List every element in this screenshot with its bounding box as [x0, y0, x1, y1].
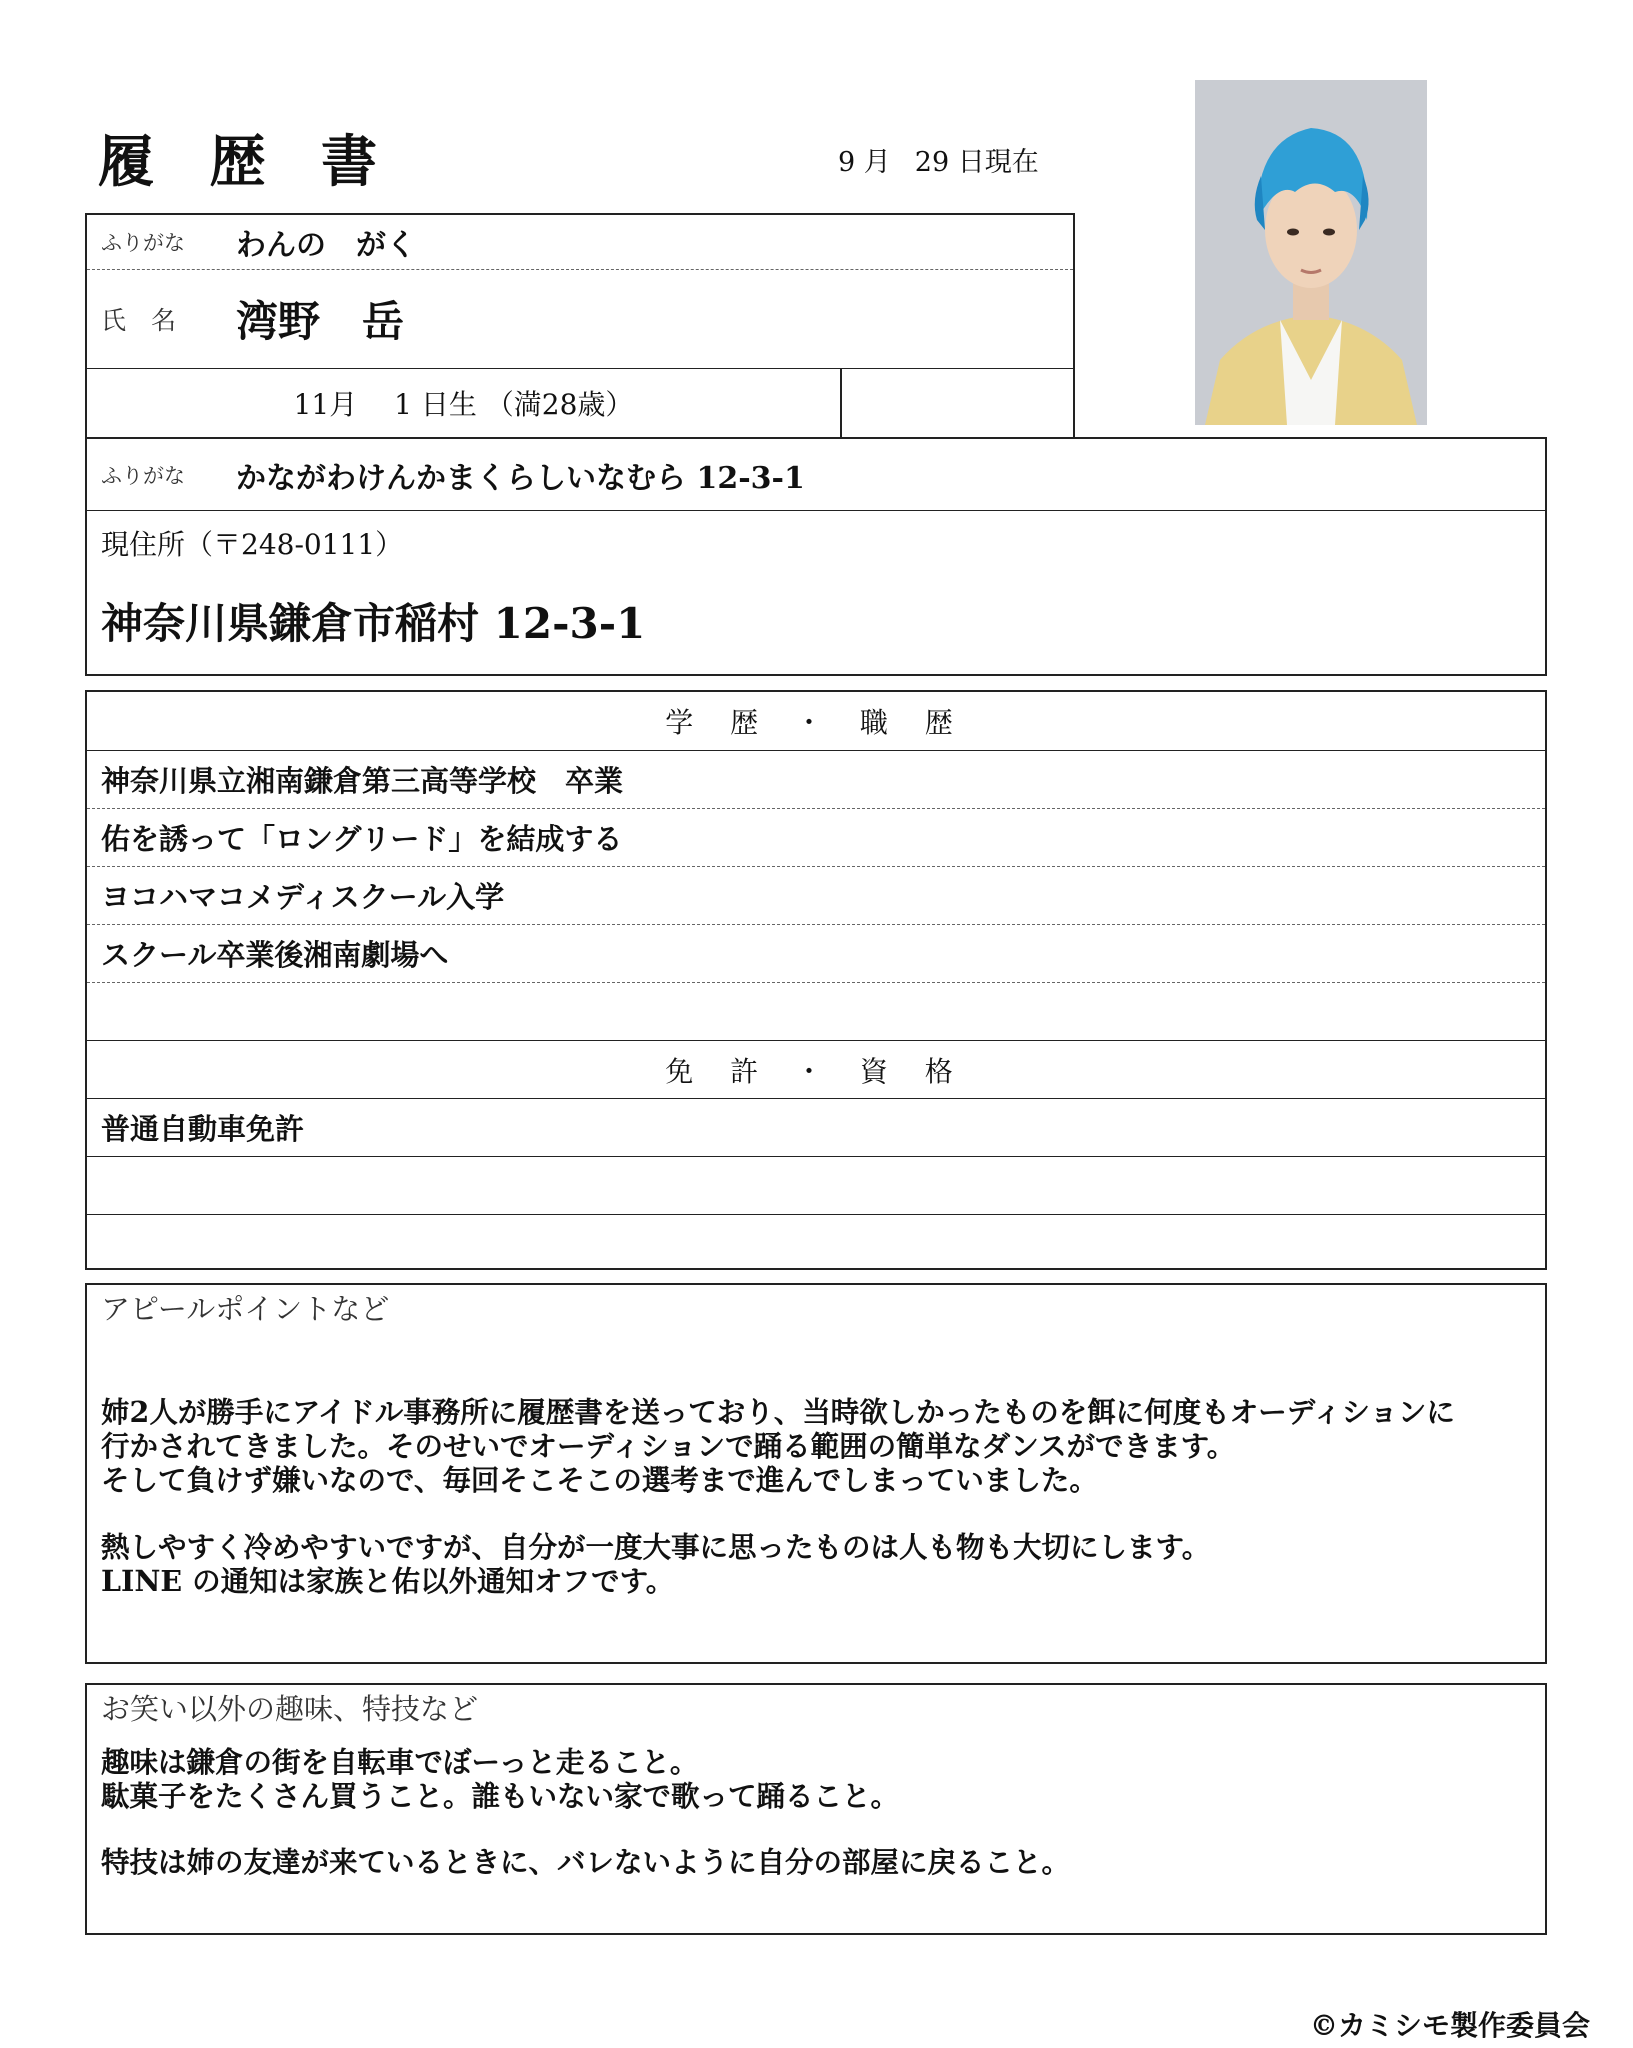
- career-entry-5: [87, 982, 1545, 1040]
- career-header-row: [87, 692, 1545, 750]
- hobby-line: 趣味は鎌倉の街を自転車でぼーっと走ること。: [101, 1745, 699, 1779]
- identity-box: [85, 213, 1075, 439]
- license-entry-text: 普通自動車免許: [101, 1112, 305, 1146]
- address-box: [85, 437, 1547, 676]
- address-furigana-row: [87, 439, 1545, 510]
- appeal-line: LINE の通知は家族と佑以外通知オフです。: [101, 1564, 675, 1598]
- career-entry-text: 佑を誘って「ロングリード」を結成する: [101, 822, 623, 856]
- license-header-row: [87, 1040, 1545, 1098]
- hobby-line: 特技は姉の友達が来ているときに、バレないように自分の部屋に戻ること。: [101, 1845, 1071, 1879]
- appeal-line: そして負けず嫌いなので、毎回そこそこの選考まで進んでしまっていました。: [101, 1463, 1098, 1497]
- license-header: 免 許 ・ 資 格: [665, 1054, 967, 1088]
- career-entry-4: [87, 924, 1545, 982]
- date-as-of: [838, 140, 1063, 179]
- furigana-row: [87, 215, 1073, 269]
- address-furigana-value: かながわけんかまくらしいなむら 12-3-1: [236, 460, 805, 496]
- career-entry-text: 神奈川県立湘南鎌倉第三高等学校 卒業: [101, 764, 624, 798]
- furigana-label: ふりがな: [101, 231, 185, 255]
- date-month: 9 月: [838, 147, 891, 178]
- appeal-line: 行かされてきました。そのせいでオーディションで踊る範囲の簡単なダンスができます。: [101, 1429, 1236, 1463]
- history-table: [85, 690, 1547, 1270]
- address-row: [87, 510, 1545, 674]
- birth-row: [87, 368, 1073, 437]
- career-entry-3: [87, 866, 1545, 924]
- career-header: 学 歴 ・ 職 歴: [665, 706, 967, 739]
- name-label: 氏 名: [101, 306, 177, 335]
- career-entry-2: [87, 808, 1545, 866]
- copyright: ©カミシモ製作委員会: [1310, 2009, 1591, 2042]
- furigana-value: わんの がく: [236, 228, 416, 263]
- license-entry-1: [87, 1098, 1545, 1156]
- date-day: 29 日現在: [914, 147, 1039, 178]
- birth-date: 11月 1 日生 （満28歳）: [293, 388, 634, 421]
- page-title: 履 歴 書: [98, 129, 395, 195]
- appeal-title: アピールポイントなど: [101, 1292, 390, 1326]
- portrait-illustration: [1195, 80, 1427, 425]
- career-entry-text: スクール卒業後湘南劇場へ: [101, 938, 449, 972]
- name-value: 湾野 岳: [236, 297, 405, 346]
- appeal-line: 姉2人が勝手にアイドル事務所に履歴書を送っており、当時欲しかったものを餌に何度もオーディションに: [101, 1395, 1455, 1429]
- career-entry-text: ヨコハマコメディスクール入学: [101, 880, 505, 914]
- career-entry-1: [87, 750, 1545, 808]
- name-row: [87, 269, 1073, 368]
- birth-cell: [87, 369, 842, 437]
- hobby-title: お笑い以外の趣味、特技など: [101, 1692, 479, 1726]
- appeal-box: [85, 1283, 1547, 1664]
- address-value: 神奈川県鎌倉市稲村 12-3-1: [101, 599, 646, 648]
- license-entry-2: [87, 1156, 1545, 1214]
- postal-label: 現住所（〒248-0111）: [101, 528, 404, 561]
- hobby-line: 駄菓子をたくさん買うこと。誰もいない家で歌って踊ること。: [101, 1779, 900, 1813]
- portrait-photo: [1195, 80, 1427, 425]
- appeal-line: 熱しやすく冷めやすいですが、自分が一度大事に思ったものは人も物も大切にします。: [101, 1530, 1211, 1564]
- license-entry-3: [87, 1214, 1545, 1270]
- address-furigana-label: ふりがな: [101, 463, 185, 488]
- hobby-box: [85, 1683, 1547, 1935]
